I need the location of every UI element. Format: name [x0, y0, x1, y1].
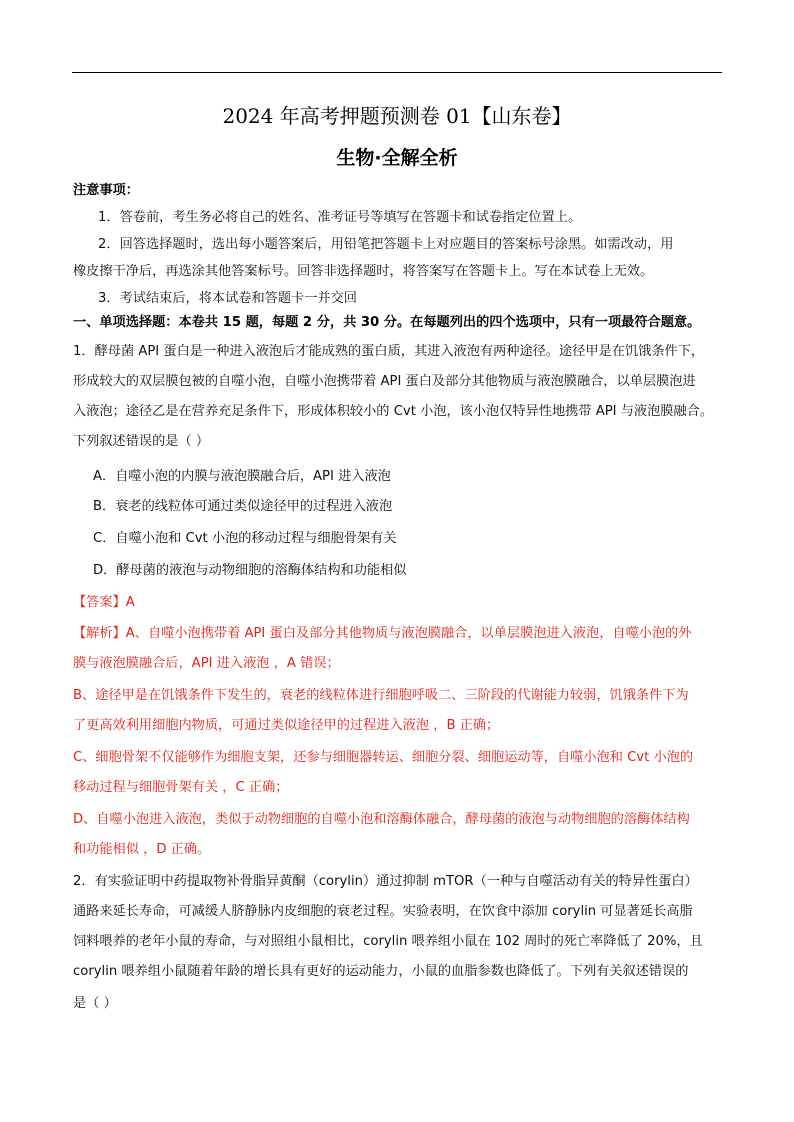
- q1-stem-line: 入液泡；途径乙是在营养充足条件下，形成体积较小的 Cvt 小泡，该小泡仅特异性地携带 API 与液泡膜融合。: [73, 404, 714, 419]
- q1-analysis-line: 【解析】A、自噬小泡携带着 API 蛋白及部分其他物质与液泡膜融合，以单层膜泡进入液泡，自噬小泡的外: [73, 626, 692, 641]
- section-heading: 一、单项选择题：本卷共 15 题，每题 2 分，共 30 分。在每题列出的四个选项中，只有一项最符合题意。: [73, 315, 701, 330]
- q1-option-a: A．自噬小泡的内膜与液泡膜融合后，API 进入液泡: [93, 469, 391, 484]
- q1-analysis-line: D、自噬小泡进入液泡，类似于动物细胞的自噬小泡和溶酶体融合，酵母菌的液泡与动物细胞的溶酶体结构: [73, 812, 690, 827]
- q1-stem-line: 1．酵母菌 API 蛋白是一种进入液泡后才能成熟的蛋白质，其进入液泡有两种途径。途径甲是在饥饿条件下，: [73, 344, 705, 359]
- q1-analysis-line: B、途径甲是在饥饿条件下发生的，衰老的线粒体进行细胞呼吸二、三阶段的代谢能力较弱，饥饿条件下为: [73, 688, 689, 703]
- notice-item-1: 1．答卷前，考生务必将自己的姓名、准考证号等填写在答题卡和试卷指定位置上。: [98, 210, 582, 225]
- notice-heading: 注意事项：: [73, 183, 139, 198]
- q2-stem-line: 2．有实验证明中药提取物补骨脂异黄酮（corylin）通过抑制 mTOR（一种与自噬活动有关的特异性蛋白）: [73, 874, 698, 889]
- q2-stem-line: corylin 喂养组小鼠随着年龄的增长具有更好的运动能力，小鼠的血脂参数也降低了。下列有关叙述错误的: [73, 964, 689, 979]
- q1-option-b: B．衰老的线粒体可通过类似途径甲的过程进入液泡: [93, 499, 393, 514]
- q1-analysis-line: 移动过程与细胞骨架有关 ，C 正确；: [73, 780, 289, 795]
- page-subtitle: 生物·全解全析: [336, 147, 458, 169]
- q1-option-c: C．自噬小泡和 Cvt 小泡的移动过程与细胞骨架有关: [93, 531, 397, 546]
- q2-stem-line: 是（ ）: [73, 996, 117, 1011]
- q1-analysis-line: 了更高效利用细胞内物质，可通过类似途径甲的过程进入液泡 ，B 正确；: [73, 718, 500, 733]
- q1-answer: 【答案】A: [73, 595, 135, 610]
- notice-item-2-line-2: 橡皮擦干净后，再选涂其他答案标号。回答非选择题时，将答案写在答题卡上。写在本试卷上无效。: [73, 264, 654, 279]
- notice-item-3: 3．考试结束后，将本试卷和答题卡一并交回: [98, 291, 357, 306]
- q2-stem-line: 饲料喂养的老年小鼠的寿命，与对照组小鼠相比，corylin 喂养组小鼠在 102 周时的死亡率降低了 20%，且: [73, 934, 703, 949]
- q1-analysis-line: 和功能相似 ，D 正确。: [73, 842, 211, 857]
- q1-option-d: D．酵母菌的液泡与动物细胞的溶酶体结构和功能相似: [93, 563, 407, 578]
- header-rule: [72, 72, 722, 73]
- q1-stem-line: 形成较大的双层膜包被的自噬小泡，自噬小泡携带着 API 蛋白及部分其他物质与液泡膜融合，以单层膜泡进: [73, 374, 696, 389]
- notice-item-2-line-1: 2．回答选择题时，选出每小题答案后，用铅笔把答题卡上对应题目的答案标号涂黑。如需改动，用: [98, 237, 674, 252]
- q2-stem-line: 通路来延长寿命，可减缓人脐静脉内皮细胞的衰老过程。实验表明，在饮食中添加 corylin 可显著延长高脂: [73, 904, 693, 919]
- page-title: 2024 年高考押题预测卷 01【山东卷】: [222, 104, 572, 128]
- q1-analysis-line: 膜与液泡膜融合后，API 进入液泡 ，A 错误；: [73, 656, 340, 671]
- q1-analysis-line: C、细胞骨架不仅能够作为细胞支架，还参与细胞器转运、细胞分裂、细胞运动等，自噬小泡和 Cvt 小泡的: [73, 750, 694, 765]
- q1-stem-line: 下列叙述错误的是（ ）: [73, 434, 210, 449]
